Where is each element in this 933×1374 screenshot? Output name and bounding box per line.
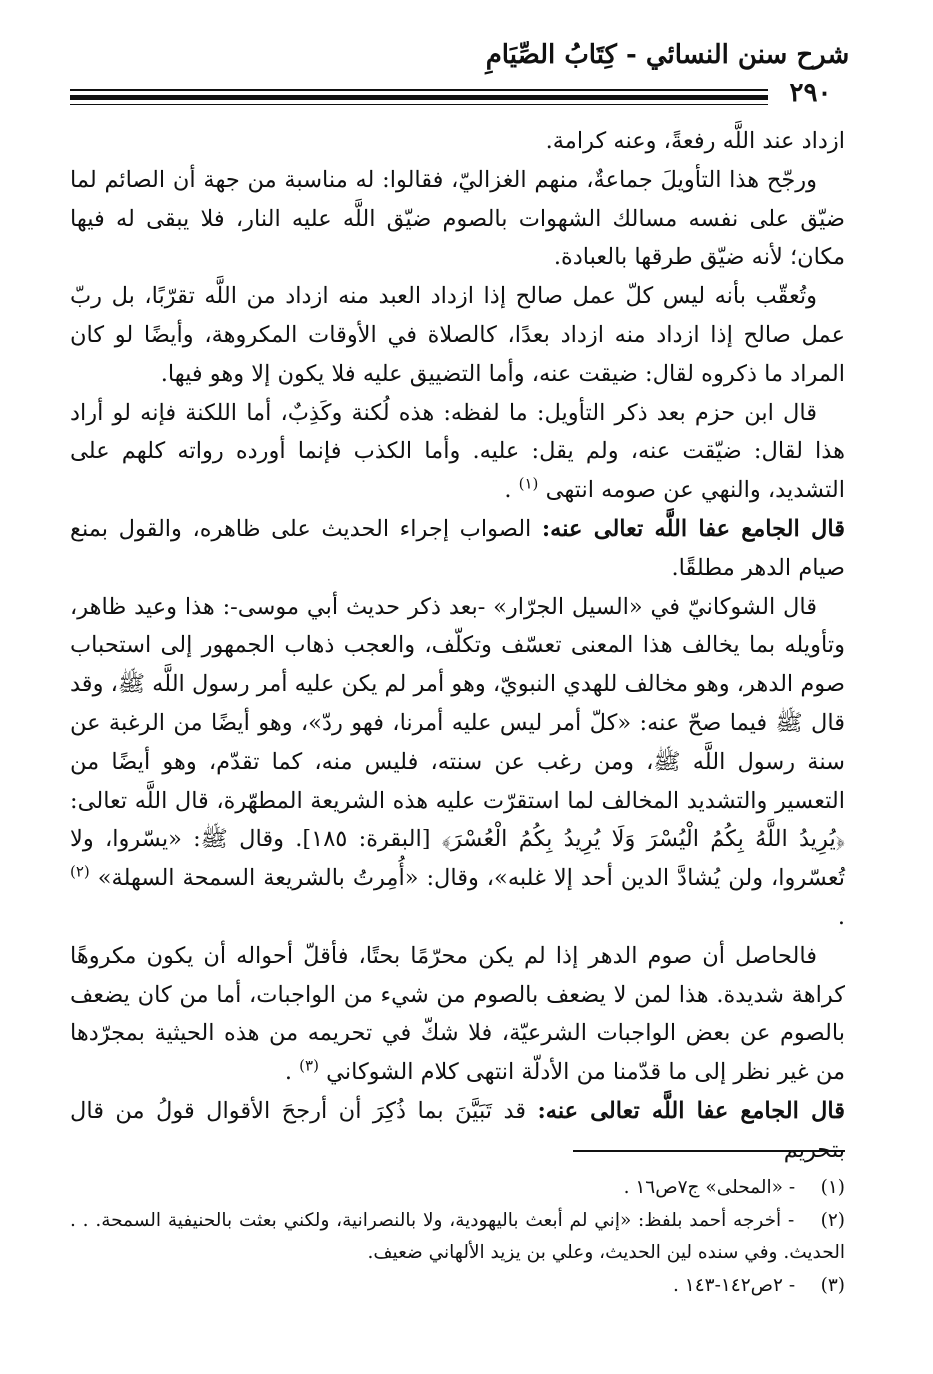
author-remark-lead: قال الجامع عفا اللَّه تعالى عنه:	[541, 515, 845, 542]
paragraph-tail: .	[504, 477, 512, 504]
paragraph-2	[70, 161, 845, 277]
paragraph-text: قال الشوكانيّ في «السيل الجرّار» -بعد ذكر حديث أبي موسى-: هذا وعيد ظاهر، وتأويله بما يخالف هذا المعنى تعسّف وتكلّف، والعجب ذهاب الجمهور إلى استحباب صوم الدهر، وهو مخالف للهدي النبويّ، وهو أمر لم يكن عليه أمر رسول اللَّه ﷺ، وقد قال ﷺ فيما صحّ عنه: «كلّ أمر ليس عليه أمرنا، فهو ردّ»، وهو أيضًا من الرغبة عن سنة رسول اللَّه ﷺ، ومن رغب عن سنته، فليس منه، كما تقدّم، وهو أيضًا من التعسير والتشديد المخالف لما استقرّت عليه هذه الشريعة المطهّرة، قال اللَّه تعالى: ﴿يُرِيدُ اللَّهُ بِكُمُ الْيُسْرَ وَلَا يُرِيدُ بِكُمُ الْعُسْرَ﴾ [البقرة: ١٨٥]. وقال ﷺ: «يسّروا، ولا تُعسّروا، ولن يُشادَّ الدين أحد إلا غلبه»، وقال: «أُمِرتُ بالشريعة السمحة السهلة»	[70, 593, 845, 892]
page-number: ٢٩٠	[789, 78, 832, 108]
main-text	[70, 122, 845, 1170]
footnote-1	[70, 1172, 845, 1205]
paragraph-3	[70, 277, 845, 393]
footnote-number: (٣)	[820, 1274, 845, 1296]
paragraph-5	[70, 510, 845, 588]
footnote-separator	[573, 1150, 845, 1152]
paragraph-4	[70, 394, 845, 510]
footnote-3	[70, 1270, 845, 1303]
paragraph-text: ورجّح هذا التأويلَ جماعةٌ، منهم الغزاليّ، فقالوا: له مناسبة من جهة أن الصائم لما ضيّق على نفسه مسالك الشهوات بالصوم ضيّق اللَّه عليه النار، فلا يبقى له فيها مكان؛ لأنه ضيّق طرقها بالعبادة.	[70, 166, 845, 271]
footnote-marker-1[interactable]: (١)	[518, 474, 539, 493]
footnote-2	[70, 1205, 845, 1270]
footnote-number: (٢)	[820, 1209, 845, 1231]
paragraph-text: وتُعقّب بأنه ليس كلّ عمل صالح إذا ازداد العبد منه ازداد من اللَّه تقرّبًا، بل ربّ عمل صالح إذا ازداد منه ازداد بعدًا، كالصلاة في الأوقات المكروهة، وأيضًا لو كان المراد ما ذكروه لقال: ضيقت عنه، وأما التضييق عليه فلا يكون إلا وهو فيها.	[70, 283, 845, 387]
header-rule-thick	[70, 95, 768, 100]
paragraph-text: ازداد عند اللَّه رفعةً، وعنه كرامة.	[545, 128, 845, 154]
footnote-marker-2[interactable]: (٢)	[70, 862, 90, 881]
paragraph-text: قال ابن حزم بعد ذكر التأويل: ما لفظه: هذه لُكنة وكَذِبٌ، أما اللكنة فإنه لو أراد هذا لقال: ضيّقت عنه، ولم يقل: عليه. وأما الكذب فإنما أورده رواته كلهم على التشديد، والنهي عن صومه انتهى	[70, 399, 845, 504]
header-rule-thin	[70, 89, 768, 91]
running-title: شرح سنن النسائي - كِتَابُ الصِّيَامِ	[485, 40, 850, 70]
paragraph-text: قد تَبَيَّنَ بما ذُكِرَ أن أرجحَ الأقوال قولُ من قال بتحريم	[70, 1097, 845, 1163]
author-remark-lead: قال الجامع عفا اللَّه تعالى عنه:	[537, 1097, 845, 1124]
paragraph-7	[70, 937, 845, 1092]
paragraph-6	[70, 588, 845, 937]
paragraph-8	[70, 1092, 845, 1170]
footnote-text: - «المحلى» ج٧ص١٦ .	[623, 1177, 796, 1198]
footnote-text: - أخرجه أحمد بلفظ: «إني لم أبعث باليهودية، ولا بالنصرانية، ولكني بعثت بالحنيفية السمحة. . . الحديث. وفي سنده لين الحديث، وعلي بن يزيد الألهاني ضعيف.	[70, 1209, 845, 1263]
paragraph-text: فالحاصل أن صوم الدهر إذا لم يكن محرّمًا بحتًا، فأقلّ أحواله أن يكون مكروهًا كراهة شديدة. هذا لمن لا يضعف بالصوم من شيء من الواجبات، أما من كان يضعف بالصوم عن بعض الواجبات الشرعيّة، فلا شكّ في تحريمه من هذه الحيثية بمجرّدها من غير نظر إلى ما قدّمنا من الأدلّة انتهى كلام الشوكاني	[70, 942, 845, 1086]
paragraph-tail: .	[284, 1059, 292, 1086]
header-rule-hairline	[70, 104, 768, 105]
footnote-number: (١)	[820, 1177, 845, 1198]
paragraph-text: الصواب إجراء الحديث على ظاهره، والقول بمنع صيام الدهر مطلقًا.	[70, 515, 845, 581]
footnotes	[70, 1172, 845, 1302]
footnote-text: - ٢ص١٤٢-١٤٣ .	[673, 1274, 796, 1296]
footnote-marker-3[interactable]: (٣)	[299, 1056, 319, 1075]
paragraph-1	[70, 122, 845, 161]
paragraph-tail: .	[837, 903, 845, 930]
